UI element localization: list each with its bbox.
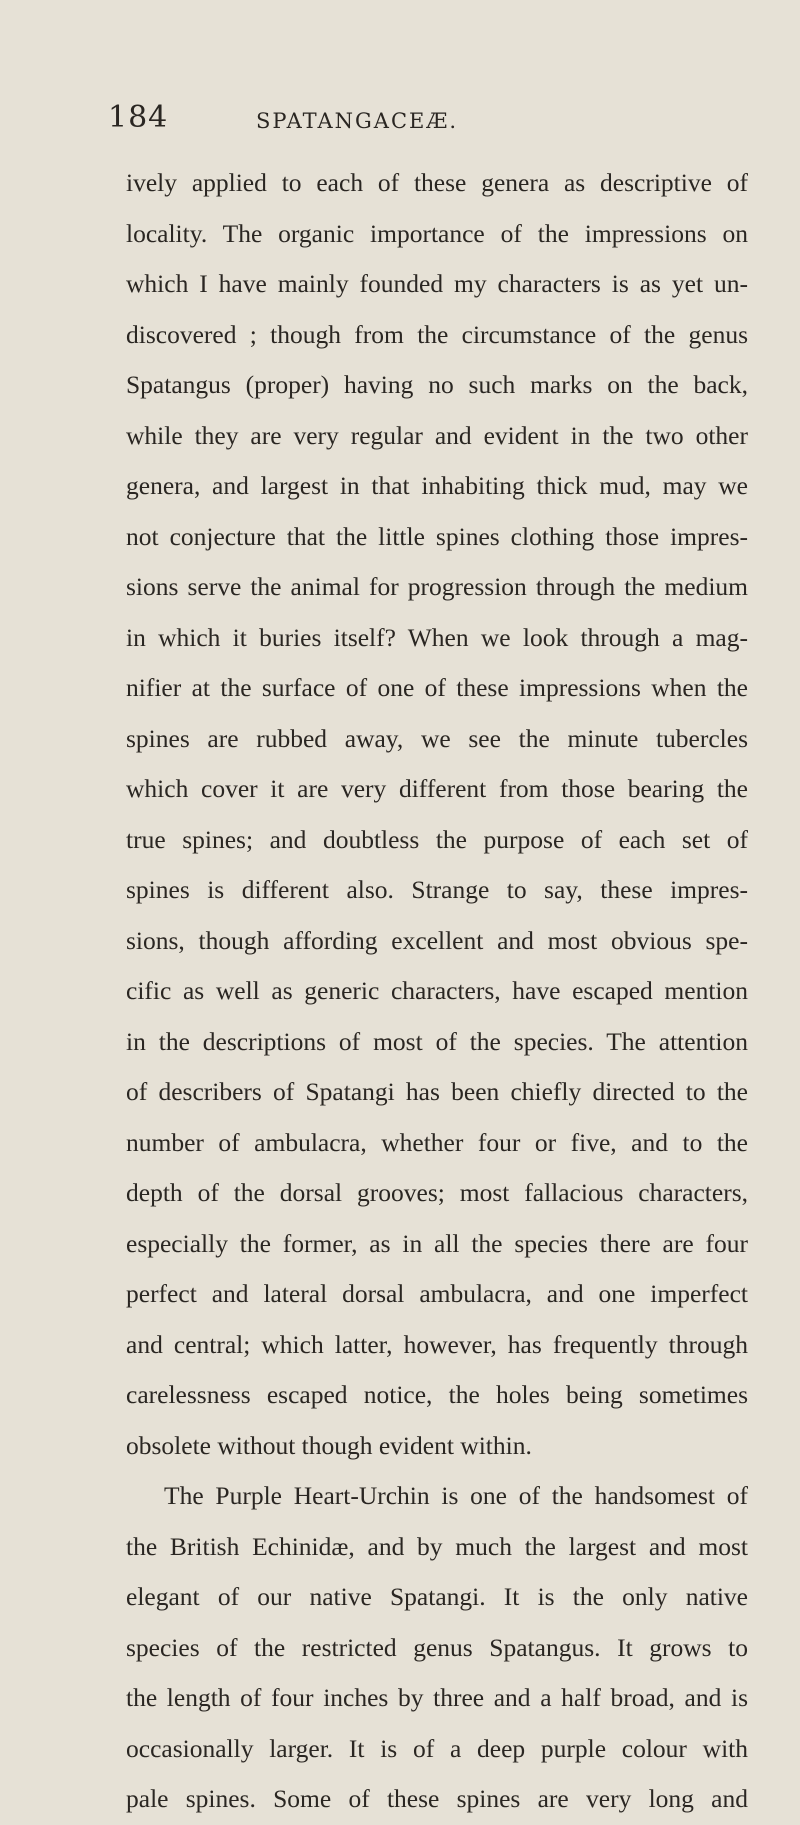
text-line: and central; which latter, however, has frequently through (126, 1329, 748, 1359)
text-line: obsolete without though evident within. (126, 1430, 532, 1460)
text-line: nifier at the surface of one of these impressions when the (126, 673, 748, 702)
text-line: of describers of Spatangi has been chiefly directed to the (126, 1077, 748, 1106)
text-line: The Purple Heart-Urchin is one of the handsomest of (164, 1481, 748, 1510)
text-line: spines is different also. Strange to say, these impres- (126, 875, 748, 904)
text-line: spines are rubbed away, we see the minute tubercles (126, 723, 748, 753)
text-line: especially the former, as in all the species there are four (126, 1228, 748, 1258)
text-line: which cover it are very different from those bearing the (126, 774, 748, 803)
text-line: not conjecture that the little spines clothing those impres- (126, 521, 748, 551)
text-line: while they are very regular and evident in the two other (126, 420, 748, 450)
text-line: locality. The organic importance of the impressions on (126, 218, 748, 248)
text-line: in which it buries itself? When we look through a mag- (126, 622, 748, 652)
text-line: sions serve the animal for progression through the medium (126, 572, 748, 601)
body-text (126, 158, 748, 1825)
text-line: number of ambulacra, whether four or five, and to the (126, 1127, 748, 1157)
text-line: pale spines. Some of these spines are very long and (126, 1784, 748, 1813)
page-header (108, 100, 748, 140)
text-line: true spines; and doubtless the purpose of each set of (126, 824, 748, 854)
text-line: depth of the dorsal grooves; most fallacious characters, (126, 1178, 748, 1207)
text-line: sions, though affording excellent and most obvious spe- (126, 925, 748, 955)
text-line: genera, and largest in that inhabiting thick mud, may we (126, 471, 748, 500)
text-line: perfect and lateral dorsal ambulacra, and one imperfect (126, 1279, 748, 1308)
text-line: carelessness escaped notice, the holes being sometimes (126, 1380, 748, 1409)
text-line: cific as well as generic characters, have escaped mention (126, 976, 748, 1005)
text-line: the British Echinidæ, and by much the largest and most (126, 1531, 748, 1561)
running-head: SPATANGACEÆ. (256, 109, 459, 133)
text-line: elegant of our native Spatangi. It is the only native (126, 1582, 748, 1611)
text-line: occasionally larger. It is of a deep purple colour with (126, 1733, 748, 1763)
text-line: in the descriptions of most of the species. The attention (126, 1026, 748, 1056)
text-line: which I have mainly founded my characters is as yet un- (126, 269, 748, 298)
paragraph-2 (126, 1471, 748, 1825)
paragraph-1 (126, 158, 748, 1471)
page-number: 184 (108, 100, 169, 135)
text-line: Spatangus (proper) having no such marks on the back, (126, 370, 748, 399)
text-line: the length of four inches by three and a half broad, and is (126, 1683, 748, 1712)
text-line: discovered ; though from the circumstance of the genus (126, 319, 748, 349)
text-line: ively applied to each of these genera as descriptive of (126, 168, 748, 197)
text-line: species of the restricted genus Spatangus. It grows to (126, 1632, 748, 1662)
